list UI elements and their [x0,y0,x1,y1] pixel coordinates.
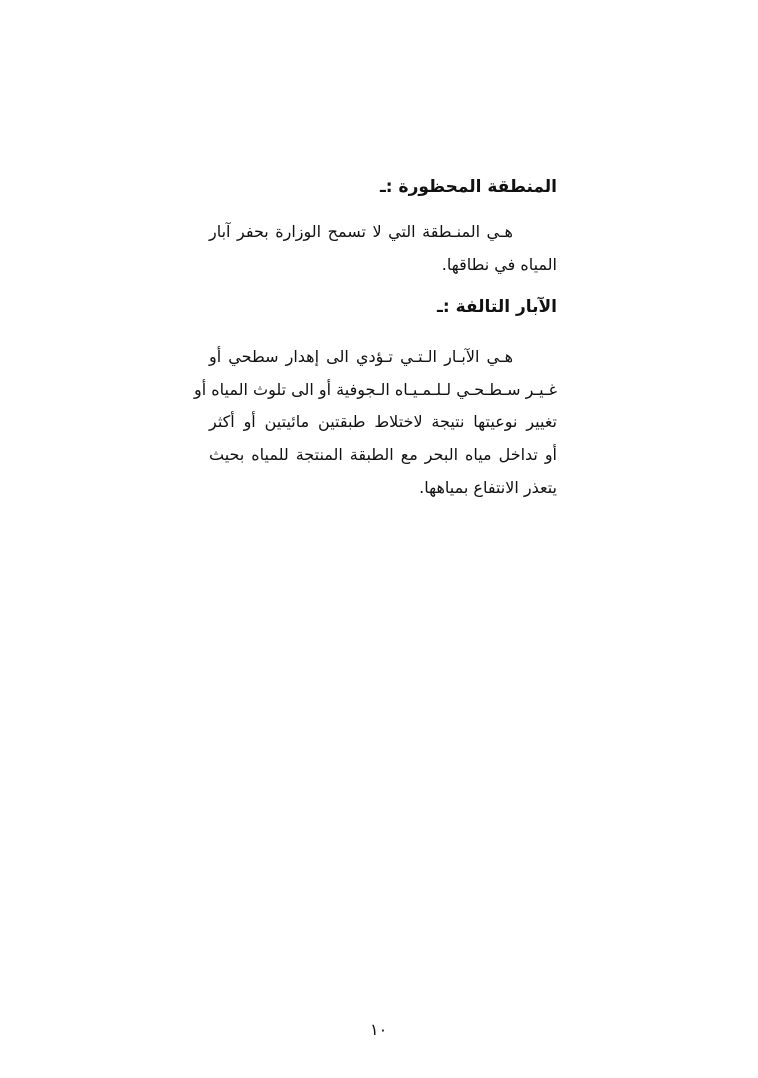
paragraph-line: المياه في نطاقها. [441,255,557,274]
paragraph-line: هـي الآبـار الـتـي تـؤدي الى إهدار سطحي أو [209,347,513,366]
section-heading: الآبار التالفة :ـ [437,297,557,317]
page-number: ١٠ [370,1020,388,1039]
paragraph-line: تغيير نوعيتها نتيجة لاختلاط طبقتين مائيتين أو أكثر [209,412,557,431]
paragraph-line: أو تداخل مياه البحر مع الطبقة المنتجة للمياه بحيث [209,445,557,464]
section-heading: المنطقة المحظورة :ـ [380,177,557,197]
paragraph-line: يتعذر الانتفاع بمياهها. [419,478,557,497]
paragraph-line: هـي المنـطقة التي لا تسمح الوزارة بحفر آبار [209,222,513,241]
paragraph-line: غـيـر سـطـحـي لـلـمـيـاه الـجوفية أو الى تلوث المياه أو [194,380,557,399]
